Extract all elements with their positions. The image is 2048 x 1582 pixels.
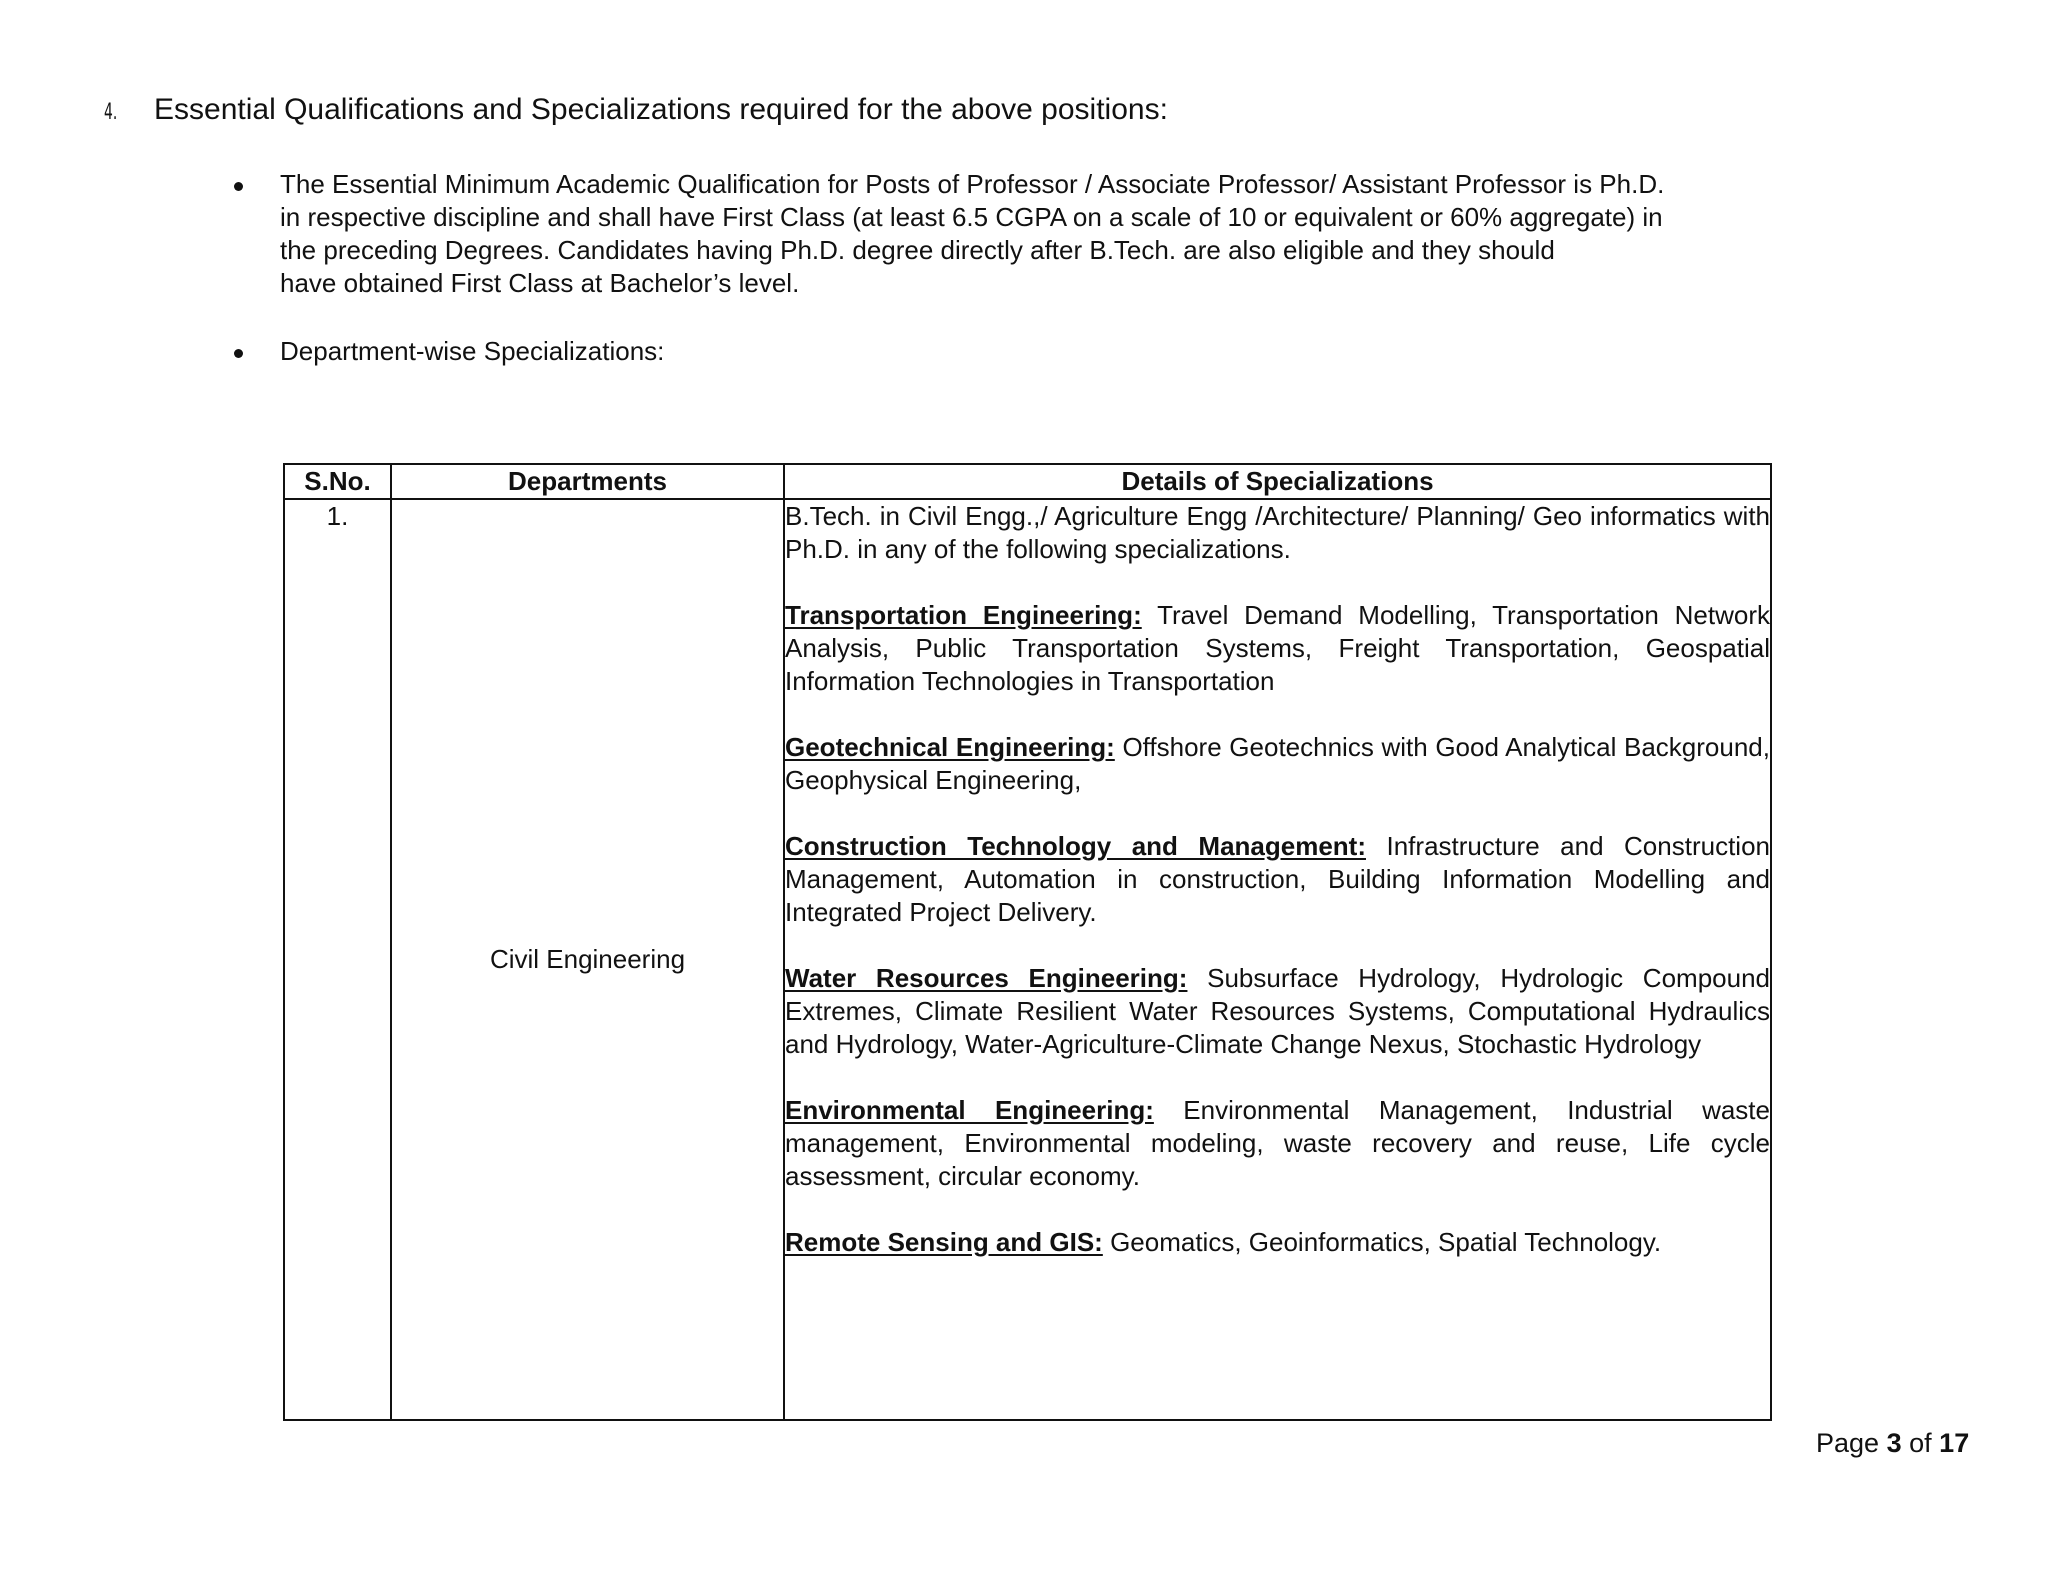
specialization-item	[785, 830, 1770, 929]
specialization-item	[785, 1226, 1770, 1259]
qualification-line: the preceding Degrees. Candidates having Ph.D. degree directly after B.Tech. are also eligible and they should	[280, 235, 1555, 265]
header-sno: S.No.	[284, 464, 391, 499]
specialization-text: Subsurface Hydrology, Hydrologic Compound Extremes, Climate Resilient Water Resources Systems, Computational Hydraulics and Hydrology, Water-Agriculture-Climate Change Nexus, Stochastic Hydrology	[785, 963, 1770, 1059]
bullet-list	[234, 168, 1814, 368]
specialization-title: Transportation Engineering:	[785, 600, 1142, 630]
section-title: Essential Qualifications and Specializations required for the above positions:	[154, 93, 1168, 126]
specialization-title: Construction Technology and Management:	[785, 831, 1366, 861]
section-number: 4.	[104, 100, 118, 125]
total-pages: 17	[1939, 1428, 1970, 1458]
bullet-dot-icon	[234, 182, 243, 191]
specialization-item	[785, 599, 1770, 698]
specialization-text: Environmental Management, Industrial waste management, Environmental modeling, waste recovery and reuse, Life cycle assessment, circular economy.	[785, 1095, 1770, 1191]
header-departments: Departments	[391, 464, 784, 499]
specializations-bullet	[234, 335, 1814, 368]
bullet-dot-icon	[234, 349, 243, 358]
page-prefix: Page	[1816, 1428, 1880, 1458]
specialization-text: Offshore Geotechnics with Good Analytical Background, Geophysical Engineering,	[785, 732, 1770, 795]
specialization-title: Environmental Engineering:	[785, 1095, 1154, 1125]
section-heading	[104, 92, 1168, 131]
qualification-line: have obtained First Class at Bachelor’s level.	[280, 268, 800, 298]
details-intro: B.Tech. in Civil Engg.,/ Agriculture Engg /Architecture/ Planning/ Geo informatics with Ph.D. in any of the following specializations.	[785, 501, 1770, 564]
specializations-table	[283, 463, 1772, 1421]
table-header-row	[284, 464, 1771, 499]
page-of-label: of	[1909, 1428, 1932, 1458]
page-number	[1816, 1427, 1969, 1460]
qualification-line: in respective discipline and shall have First Class (at least 6.5 CGPA on a scale of 10 or equivalent or 60% aggregate) in	[280, 202, 1663, 232]
specialization-item	[785, 962, 1770, 1061]
specialization-item	[785, 1094, 1770, 1193]
row-details	[784, 499, 1771, 1420]
current-page: 3	[1886, 1428, 1902, 1458]
table-row	[284, 499, 1771, 1420]
qualification-bullet	[234, 168, 1814, 300]
specialization-text: Geomatics, Geoinformatics, Spatial Technology.	[1110, 1227, 1662, 1257]
specialization-title: Geotechnical Engineering:	[785, 732, 1115, 762]
row-sno: 1.	[284, 499, 391, 1420]
specialization-title: Remote Sensing and GIS:	[785, 1227, 1103, 1257]
specialization-text: Infrastructure and Construction Management, Automation in construction, Building Information Modelling and Integrated Project Delivery.	[785, 831, 1770, 927]
header-details: Details of Specializations	[784, 464, 1771, 499]
qualification-line: The Essential Minimum Academic Qualification for Posts of Professor / Associate Professor/ Assistant Professor is Ph.D.	[280, 169, 1665, 199]
specialization-title: Water Resources Engineering:	[785, 963, 1188, 993]
specializations-label: Department-wise Specializations:	[280, 336, 665, 366]
row-department: Civil Engineering	[391, 499, 784, 1420]
specialization-item	[785, 731, 1770, 797]
specialization-text: Travel Demand Modelling, Transportation Network Analysis, Public Transportation Systems, Freight Transportation, Geospatial Information Technologies in Transportation	[785, 600, 1770, 696]
